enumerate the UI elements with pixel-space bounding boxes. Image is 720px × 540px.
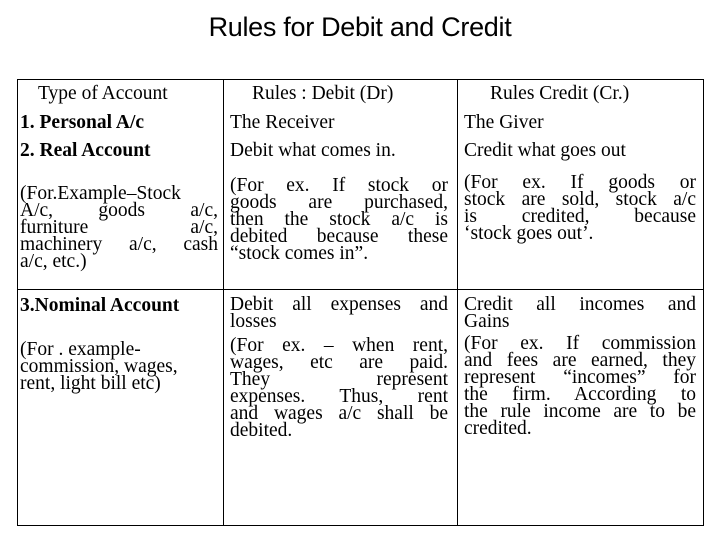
example-line: a/c, etc.) [20, 251, 87, 272]
real-debit-rule: Debit what comes in. [230, 140, 396, 161]
example-line: and fees are earned, they [464, 350, 696, 371]
column-divider [223, 80, 224, 525]
nominal-debit-example [230, 337, 448, 439]
example-line: goods are purchased, [230, 192, 448, 213]
example-line: (For.Example–Stock [20, 183, 181, 204]
nominal-credit-rule [464, 296, 696, 330]
personal-debit-rule: The Receiver [230, 112, 335, 133]
example-line: credited. [464, 418, 532, 439]
example-line: is credited, because [464, 206, 696, 227]
example-line: stock are sold, stock a/c [464, 189, 696, 210]
example-line: “stock comes in”. [230, 243, 369, 264]
real-account-label: 2. Real Account [20, 140, 151, 161]
rule-line: Debit all expenses and [230, 294, 448, 315]
nominal-debit-rule [230, 296, 448, 330]
example-line: machinery a/c, cash [20, 234, 218, 255]
example-line: commission, wages, [20, 356, 178, 377]
real-debit-example [230, 177, 448, 262]
example-line: wages, etc are paid. [230, 352, 448, 373]
rule-line: Gains [464, 311, 510, 332]
nominal-account-example [20, 341, 218, 392]
example-line: rent, light bill etc) [20, 373, 161, 394]
example-line: (For . example- [20, 339, 141, 360]
example-line: ‘stock goes out’. [464, 223, 594, 244]
example-line: (For ex. If goods or [464, 172, 696, 193]
example-line: debited because these [230, 226, 448, 247]
header-type-of-account: Type of Account [38, 83, 168, 104]
header-debit-rules: Rules : Debit (Dr) [252, 83, 394, 104]
example-line: the rule income are to be [464, 401, 696, 422]
row-divider [18, 289, 703, 290]
personal-credit-rule: The Giver [464, 112, 544, 133]
example-line: and wages a/c shall be [230, 403, 448, 424]
example-line: They represent [230, 369, 448, 390]
example-line: (For ex. If stock or [230, 175, 448, 196]
example-line: (For ex. – when rent, [230, 335, 448, 356]
real-credit-rule: Credit what goes out [464, 140, 626, 161]
page-title: Rules for Debit and Credit [208, 12, 512, 42]
example-line: the firm. According to [464, 384, 696, 405]
example-line: furniture a/c, [20, 217, 218, 238]
example-line: A/c, goods a/c, [20, 200, 218, 221]
nominal-credit-example [464, 335, 696, 437]
rule-line: Credit all incomes and [464, 294, 696, 315]
header-credit-rules: Rules Credit (Cr.) [490, 83, 630, 104]
example-line: expenses. Thus, rent [230, 386, 448, 407]
example-line: then the stock a/c is [230, 209, 448, 230]
example-line: debited. [230, 420, 293, 441]
column-divider [457, 80, 458, 525]
rule-line: losses [230, 311, 277, 332]
real-account-example [20, 185, 218, 270]
example-line: (For ex. If commission [464, 333, 696, 354]
personal-account-label: 1. Personal A/c [20, 112, 145, 133]
nominal-account-label: 3.Nominal Account [20, 295, 180, 316]
real-credit-example [464, 174, 696, 242]
example-line: represent “incomes” for [464, 367, 696, 388]
